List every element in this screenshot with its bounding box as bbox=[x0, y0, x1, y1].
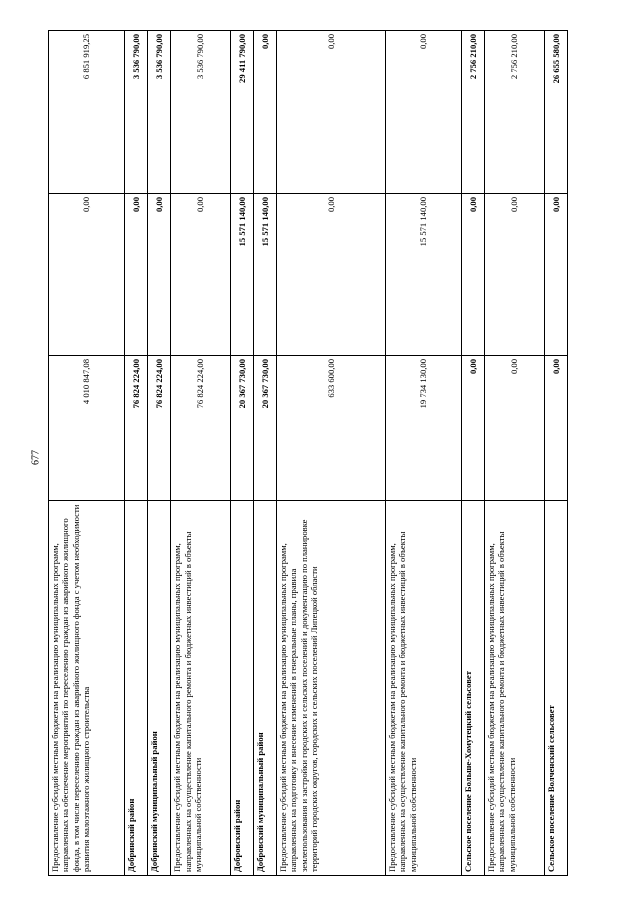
page-number: 677 bbox=[30, 450, 42, 465]
value-col1-cell: 4 010 847,08 bbox=[49, 356, 125, 501]
row-name-cell: Предоставление субсидий местным бюджетам на реализацию муниципальных программ, направленных на осуществление капитального ремонта и бюджетных инвестиций в объекты муниципальной собственности bbox=[171, 501, 231, 876]
row-name-cell: Предоставление субсидий местным бюджетам на реализацию муниципальных программ, направленных на осуществление капитального ремонта и бюджетных инвестиций в объекты муниципальной собственности bbox=[484, 501, 544, 876]
table-row bbox=[125, 31, 148, 876]
value-col2-cell: 0,00 bbox=[462, 194, 485, 356]
table-row bbox=[385, 31, 461, 876]
value-col1-cell: 76 824 224,00 bbox=[171, 356, 231, 501]
table-row bbox=[231, 31, 254, 876]
value-col2-cell: 0,00 bbox=[49, 194, 125, 356]
budget-table bbox=[48, 30, 568, 876]
row-name-cell: Предоставление субсидий местным бюджетам на реализацию муниципальных программ, направленных на обеспечение мероприятий по переселению граждан из аварийного жилищного фонда, в том числе переселению граждан из аварийного жилищного фонда с учетом необходимости развития малоэтажного жилищного строительства bbox=[49, 501, 125, 876]
value-col2-cell: 0,00 bbox=[276, 194, 385, 356]
budget-table-container bbox=[48, 31, 568, 876]
value-col3-cell: 2 756 210,00 bbox=[484, 31, 544, 194]
value-col1-cell: 633 600,00 bbox=[276, 356, 385, 501]
value-col2-cell: 0,00 bbox=[545, 194, 568, 356]
row-name-cell: Предоставление субсидий местным бюджетам на реализацию муниципальных программ, направленных на осуществление капитального ремонта и бюджетных инвестиций в объекты муниципальной собственности bbox=[385, 501, 461, 876]
value-col2-cell: 15 571 140,00 bbox=[254, 194, 277, 356]
value-col1-cell: 20 367 730,00 bbox=[231, 356, 254, 501]
table-row bbox=[462, 31, 485, 876]
table-row bbox=[49, 31, 125, 876]
table-row bbox=[148, 31, 171, 876]
value-col2-cell: 0,00 bbox=[171, 194, 231, 356]
value-col1-cell: 0,00 bbox=[462, 356, 485, 501]
row-name-cell: Предоставление субсидий местным бюджетам на реализацию муниципальных программ, направленных на подготовку и внесение изменений в генеральные планы, правила землепользования и застройки городских и сельских поселений и документацию по планировке территорий городских округов, городских и сельских поселений Липецкой области bbox=[276, 501, 385, 876]
value-col1-cell: 0,00 bbox=[545, 356, 568, 501]
value-col1-cell: 20 367 730,00 bbox=[254, 356, 277, 501]
table-row bbox=[276, 31, 385, 876]
value-col1-cell: 76 824 224,00 bbox=[125, 356, 148, 501]
table-row bbox=[484, 31, 544, 876]
value-col1-cell: 0,00 bbox=[484, 356, 544, 501]
value-col3-cell: 0,00 bbox=[254, 31, 277, 194]
table-row bbox=[254, 31, 277, 876]
value-col1-cell: 19 734 130,00 bbox=[385, 356, 461, 501]
table-row bbox=[171, 31, 231, 876]
table-row bbox=[545, 31, 568, 876]
row-name-cell: Добринский муниципальный район bbox=[148, 501, 171, 876]
value-col2-cell: 0,00 bbox=[148, 194, 171, 356]
value-col2-cell: 15 571 140,00 bbox=[385, 194, 461, 356]
row-name-cell: Добровский муниципальный район bbox=[254, 501, 277, 876]
value-col3-cell: 3 536 790,00 bbox=[171, 31, 231, 194]
row-name-cell: Добринский район bbox=[125, 501, 148, 876]
row-name-cell: Добровский район bbox=[231, 501, 254, 876]
row-name-cell: Сельское поселение Волченский сельсовет bbox=[545, 501, 568, 876]
value-col2-cell: 0,00 bbox=[484, 194, 544, 356]
value-col3-cell: 26 655 580,00 bbox=[545, 31, 568, 194]
row-name-cell: Сельское поселение Больше-Хомутецкий сельсовет bbox=[462, 501, 485, 876]
value-col3-cell: 29 411 790,00 bbox=[231, 31, 254, 194]
value-col3-cell: 0,00 bbox=[276, 31, 385, 194]
value-col1-cell: 76 824 224,00 bbox=[148, 356, 171, 501]
budget-table-body bbox=[49, 31, 568, 876]
value-col3-cell: 3 536 790,00 bbox=[125, 31, 148, 194]
value-col2-cell: 0,00 bbox=[125, 194, 148, 356]
value-col2-cell: 15 571 140,00 bbox=[231, 194, 254, 356]
value-col3-cell: 6 851 919,25 bbox=[49, 31, 125, 194]
value-col3-cell: 0,00 bbox=[385, 31, 461, 194]
value-col3-cell: 2 756 210,00 bbox=[462, 31, 485, 194]
value-col3-cell: 3 536 790,00 bbox=[148, 31, 171, 194]
